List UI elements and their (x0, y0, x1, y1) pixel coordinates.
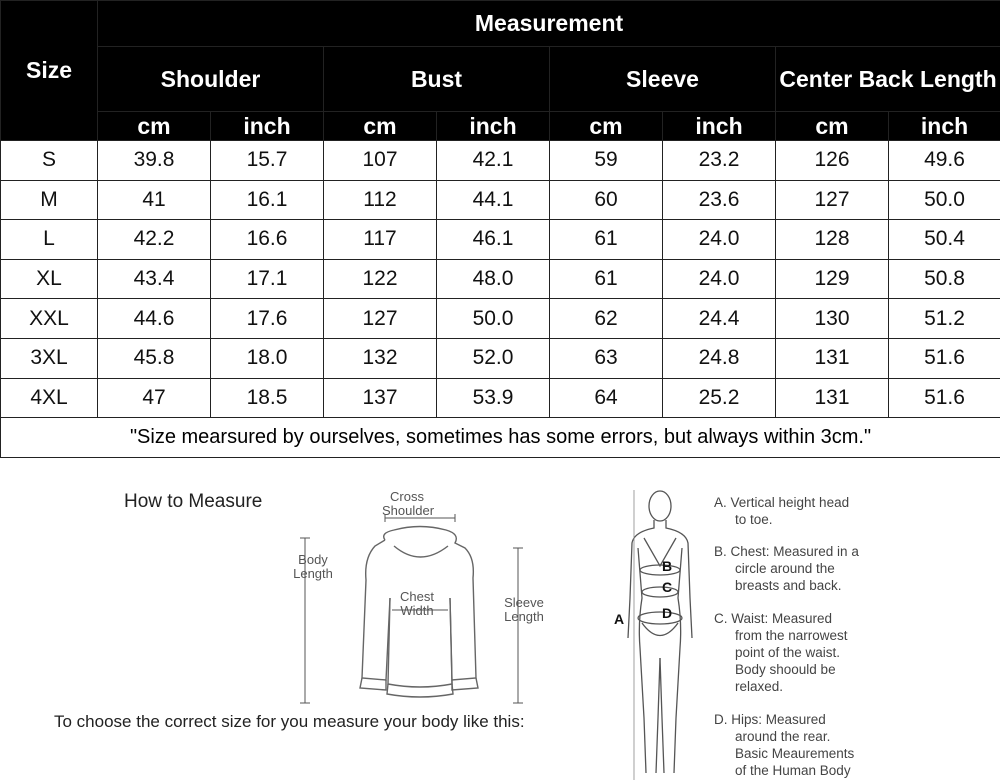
table-cell: 50.0 (889, 180, 1000, 220)
table-cell: 107 (324, 141, 437, 181)
table-cell: 18.5 (211, 378, 324, 418)
size-cell: 4XL (1, 378, 98, 418)
table-cell: 46.1 (437, 220, 550, 260)
table-cell: 23.2 (663, 141, 776, 181)
table-row (1, 338, 1000, 378)
table-cell: 131 (776, 338, 889, 378)
table-cell: 41 (98, 180, 211, 220)
table-cell: 44.6 (98, 299, 211, 339)
table-cell: 50.4 (889, 220, 1000, 260)
body-letter-d: D (662, 605, 673, 621)
table-cell: 15.7 (211, 141, 324, 181)
table-cell: 129 (776, 259, 889, 299)
body-note-a: A. Vertical height head to toe. (714, 495, 850, 527)
table-cell: 61 (550, 259, 663, 299)
table-cell: 128 (776, 220, 889, 260)
table-cell: 62 (550, 299, 663, 339)
body-length-label: Body Length (293, 552, 333, 581)
table-cell: 39.8 (98, 141, 211, 181)
table-cell: 43.4 (98, 259, 211, 299)
table-cell: 50.0 (437, 299, 550, 339)
body-letter-b: B (662, 558, 673, 574)
size-cell: XL (1, 259, 98, 299)
table-row (1, 259, 1000, 299)
sleeve-header: Sleeve (550, 47, 776, 112)
unit-header: inch (663, 112, 776, 141)
table-cell: 60 (550, 180, 663, 220)
table-cell: 63 (550, 338, 663, 378)
size-cell: M (1, 180, 98, 220)
body-note-d: D. Hips: Measured around the rear. Basic Meaurements of the Human Body (714, 712, 855, 778)
body-note-c: C. Waist: Measured from the narrowest point of the waist. Body shoould be relaxed. (714, 611, 848, 694)
table-cell: 51.6 (889, 338, 1000, 378)
table-row (1, 299, 1000, 339)
how-to-measure-title: How to Measure (124, 491, 263, 512)
shoulder-header: Shoulder (98, 47, 324, 112)
unit-header: inch (211, 112, 324, 141)
unit-header: inch (437, 112, 550, 141)
table-row (1, 141, 1000, 181)
table-cell: 50.8 (889, 259, 1000, 299)
measure-instruction: To choose the correct size for you measure your body like this: (54, 712, 525, 731)
size-header: Size (1, 1, 98, 141)
unit-header: cm (776, 112, 889, 141)
table-cell: 122 (324, 259, 437, 299)
table-cell: 42.1 (437, 141, 550, 181)
table-cell: 18.0 (211, 338, 324, 378)
size-cell: XXL (1, 299, 98, 339)
table-cell: 17.1 (211, 259, 324, 299)
human-body-diagram (620, 488, 700, 782)
table-cell: 48.0 (437, 259, 550, 299)
table-cell: 132 (324, 338, 437, 378)
table-cell: 126 (776, 141, 889, 181)
table-cell: 47 (98, 378, 211, 418)
cross-shoulder-label: Cross Shoulder (382, 489, 435, 518)
bust-header: Bust (324, 47, 550, 112)
table-cell: 130 (776, 299, 889, 339)
table-cell: 17.6 (211, 299, 324, 339)
table-cell: 59 (550, 141, 663, 181)
table-cell: 53.9 (437, 378, 550, 418)
table-cell: 117 (324, 220, 437, 260)
sleeve-length-label: Sleeve Length (504, 595, 544, 624)
table-row (1, 220, 1000, 260)
body-note-b: B. Chest: Measured in a circle around the breasts and back. (714, 544, 859, 593)
table-cell: 51.2 (889, 299, 1000, 339)
table-cell: 23.6 (663, 180, 776, 220)
unit-header: inch (889, 112, 1000, 141)
how-to-measure-section (0, 458, 1000, 782)
body-letter-c: C (662, 579, 673, 595)
table-cell: 16.1 (211, 180, 324, 220)
table-cell: 16.6 (211, 220, 324, 260)
body-letter-a: A (614, 611, 625, 627)
table-cell: 127 (776, 180, 889, 220)
center-back-length-header: Center Back Length (776, 47, 1000, 112)
table-cell: 61 (550, 220, 663, 260)
size-cell: 3XL (1, 338, 98, 378)
table-cell: 131 (776, 378, 889, 418)
table-cell: 51.6 (889, 378, 1000, 418)
unit-header: cm (324, 112, 437, 141)
table-cell: 127 (324, 299, 437, 339)
table-cell: 44.1 (437, 180, 550, 220)
table-cell: 24.4 (663, 299, 776, 339)
table-cell: 42.2 (98, 220, 211, 260)
unit-header: cm (98, 112, 211, 141)
table-cell: 24.0 (663, 259, 776, 299)
unit-header: cm (550, 112, 663, 141)
table-cell: 64 (550, 378, 663, 418)
table-cell: 24.0 (663, 220, 776, 260)
measurement-header: Measurement (98, 1, 1000, 47)
table-row (1, 378, 1000, 418)
table-cell: 49.6 (889, 141, 1000, 181)
table-cell: 137 (324, 378, 437, 418)
table-cell: 45.8 (98, 338, 211, 378)
size-cell: S (1, 141, 98, 181)
table-cell: 112 (324, 180, 437, 220)
table-cell: 52.0 (437, 338, 550, 378)
size-cell: L (1, 220, 98, 260)
table-cell: 24.8 (663, 338, 776, 378)
table-cell: 25.2 (663, 378, 776, 418)
table-row (1, 180, 1000, 220)
chest-width-label: Chest Width (400, 589, 434, 618)
size-note: "Size mearsured by ourselves, sometimes has some errors, but always within 3cm." (1, 418, 1000, 458)
